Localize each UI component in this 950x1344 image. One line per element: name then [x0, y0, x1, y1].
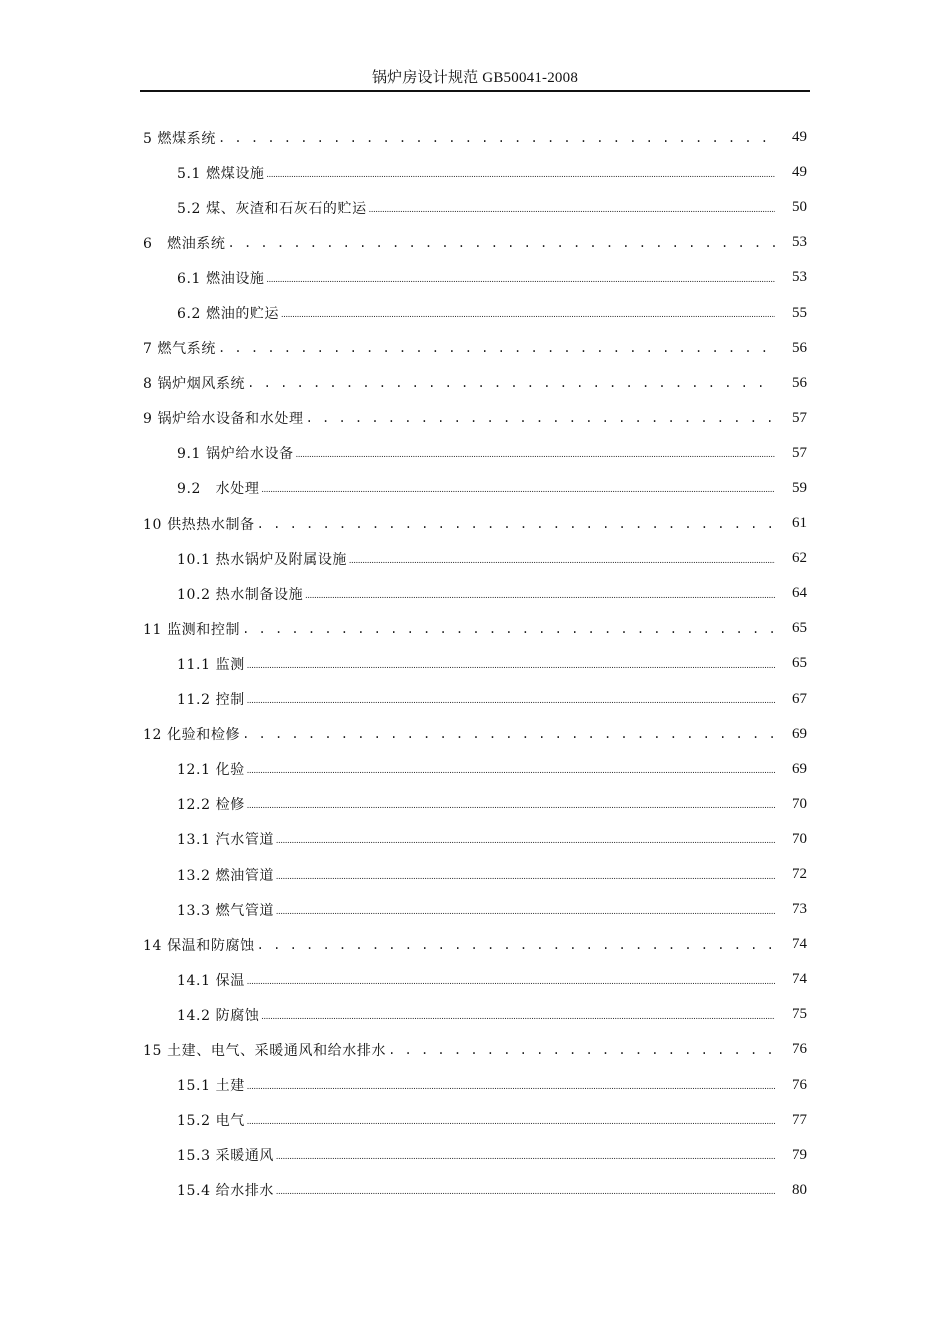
toc-dot-leader: [218, 130, 775, 146]
toc-dot-leader: [247, 656, 775, 672]
toc-section-entry[interactable]: [143, 295, 807, 330]
toc-entry-title: 5.1 燃煤设施: [177, 165, 265, 182]
toc-dot-leader: [276, 1182, 775, 1198]
toc-entry-title: 10.2 热水制备设施: [177, 586, 304, 603]
toc-entry-title: 12.2 检修: [177, 797, 245, 814]
toc-section-entry[interactable]: [143, 646, 807, 681]
toc-entry-title: 8 锅炉烟风系统: [143, 376, 246, 393]
toc-section-entry[interactable]: [143, 190, 807, 225]
toc-dot-leader: [276, 831, 775, 847]
toc-page-number: 64: [792, 585, 807, 602]
toc-entry-title: 14.1 保温: [177, 972, 245, 989]
toc-entry-title: 15.3 采暖通风: [177, 1148, 275, 1165]
toc-dot-leader: [261, 1007, 775, 1023]
toc-entry-title: 11 监测和控制: [143, 621, 241, 638]
toc-chapter-entry[interactable]: [143, 927, 807, 962]
toc-page-number: 50: [792, 199, 807, 216]
toc-entry-title: 15.2 电气: [177, 1113, 245, 1130]
toc-dot-leader: [305, 586, 775, 602]
toc-page-number: 59: [792, 479, 807, 496]
toc-section-entry[interactable]: [143, 997, 807, 1032]
toc-page-number: 65: [792, 620, 807, 637]
toc-entry-title: 6.2 燃油的贮运: [177, 306, 280, 323]
toc-section-entry[interactable]: [143, 857, 807, 892]
toc-entry-title: 9.2 水处理: [177, 481, 260, 498]
toc-page-number: 76: [792, 1076, 807, 1093]
toc-entry-title: 15.1 土建: [177, 1078, 245, 1095]
toc-page-number: 57: [792, 409, 807, 426]
toc-chapter-entry[interactable]: [143, 120, 807, 155]
toc-chapter-entry[interactable]: [143, 1032, 807, 1067]
toc-entry-title: 11.1 监测: [177, 656, 245, 673]
toc-entry-title: 13.3 燃气管道: [177, 902, 275, 919]
toc-page-number: 56: [792, 374, 807, 391]
toc-entry-title: 12 化验和检修: [143, 727, 241, 744]
toc-dot-leader: [242, 726, 775, 742]
toc-entry-title: 11.2 控制: [177, 692, 245, 709]
toc-dot-leader: [242, 621, 775, 637]
toc-page-number: 74: [792, 971, 807, 988]
toc-page-number: 72: [792, 866, 807, 883]
toc-entry-title: 15.4 给水排水: [177, 1183, 275, 1200]
toc-section-entry[interactable]: [143, 1173, 807, 1208]
toc-page-number: 70: [792, 830, 807, 847]
toc-section-entry[interactable]: [143, 1068, 807, 1103]
toc-page-number: 74: [792, 936, 807, 953]
toc-chapter-entry[interactable]: [143, 506, 807, 541]
toc-page-number: 76: [792, 1041, 807, 1058]
toc-page-number: 67: [792, 690, 807, 707]
toc-section-entry[interactable]: [143, 1138, 807, 1173]
toc-entry-title: 5 燃煤系统: [143, 130, 216, 147]
toc-section-entry[interactable]: [143, 822, 807, 857]
toc-chapter-entry[interactable]: [143, 331, 807, 366]
toc-page-number: 65: [792, 655, 807, 672]
toc-entry-title: 9 锅炉给水设备和水处理: [143, 411, 304, 428]
toc-dot-leader: [257, 937, 775, 953]
toc-page-number: 80: [792, 1181, 807, 1198]
toc-dot-leader: [247, 691, 775, 707]
toc-dot-leader: [281, 305, 775, 321]
toc-section-entry[interactable]: [143, 155, 807, 190]
toc-page-number: 55: [792, 304, 807, 321]
toc-section-entry[interactable]: [143, 436, 807, 471]
toc-page-number: 61: [792, 515, 807, 532]
toc-entry-title: 13.2 燃油管道: [177, 867, 275, 884]
toc-page-number: 75: [792, 1006, 807, 1023]
toc-page-number: 77: [792, 1111, 807, 1128]
toc-section-entry[interactable]: [143, 787, 807, 822]
header-divider: [140, 90, 810, 92]
toc-entry-title: 12.1 化验: [177, 762, 245, 779]
toc-entry-title: 13.1 汽水管道: [177, 832, 275, 849]
toc-dot-leader: [296, 445, 775, 461]
toc-page-number: 73: [792, 901, 807, 918]
toc-dot-leader: [257, 516, 775, 532]
toc-dot-leader: [247, 1112, 775, 1128]
toc-section-entry[interactable]: [143, 260, 807, 295]
toc-chapter-entry[interactable]: [143, 225, 807, 260]
toc-entry-title: 9.1 锅炉给水设备: [177, 446, 294, 463]
toc-entry-title: 6 燃油系统: [143, 235, 226, 252]
toc-dot-leader: [267, 165, 775, 181]
toc-page-number: 69: [792, 760, 807, 777]
page-header-title: 锅炉房设计规范 GB50041-2008: [371, 70, 579, 86]
toc-entry-title: 14.2 防腐蚀: [177, 1007, 260, 1024]
toc-dot-leader: [247, 761, 775, 777]
toc-dot-leader: [276, 1147, 775, 1163]
toc-page-number: 62: [792, 550, 807, 567]
toc-chapter-entry[interactable]: [143, 717, 807, 752]
toc-dot-leader: [306, 410, 775, 426]
toc-dot-leader: [388, 1042, 775, 1058]
toc-section-entry[interactable]: [143, 682, 807, 717]
toc-page-number: 49: [792, 129, 807, 146]
toc-dot-leader: [349, 551, 775, 567]
toc-chapter-entry[interactable]: [143, 401, 807, 436]
toc-entry-title: 14 保温和防腐蚀: [143, 937, 255, 954]
toc-entry-title: 5.2 煤、灰渣和石灰石的贮运: [177, 200, 367, 217]
toc-page-number: 53: [792, 269, 807, 286]
toc-dot-leader: [218, 340, 775, 356]
toc-section-entry[interactable]: [143, 1103, 807, 1138]
toc-page-number: 53: [792, 234, 807, 251]
toc-page-number: 69: [792, 725, 807, 742]
toc-dot-leader: [247, 796, 775, 812]
toc-chapter-entry[interactable]: [143, 366, 807, 401]
toc-section-entry[interactable]: [143, 471, 807, 506]
toc-entry-title: 7 燃气系统: [143, 341, 216, 358]
toc-chapter-entry[interactable]: [143, 611, 807, 646]
toc-dot-leader: [247, 1077, 775, 1093]
toc-entry-title: 10 供热热水制备: [143, 516, 255, 533]
toc-page-number: 79: [792, 1146, 807, 1163]
toc-section-entry[interactable]: [143, 962, 807, 997]
toc-section-entry[interactable]: [143, 892, 807, 927]
toc-section-entry[interactable]: [143, 541, 807, 576]
toc-dot-leader: [247, 375, 775, 391]
toc-entry-title: 15 土建、电气、采暖通风和给水排水: [143, 1042, 387, 1059]
toc-dot-leader: [267, 270, 775, 286]
toc-section-entry[interactable]: [143, 752, 807, 787]
toc-page-number: 70: [792, 795, 807, 812]
toc-entry-title: 6.1 燃油设施: [177, 270, 265, 287]
toc-dot-leader: [276, 902, 775, 918]
toc-page-number: 57: [792, 444, 807, 461]
table-of-contents: [143, 120, 807, 1208]
toc-dot-leader: [261, 480, 775, 496]
toc-page-number: 49: [792, 164, 807, 181]
toc-dot-leader: [369, 200, 775, 216]
toc-page-number: 56: [792, 339, 807, 356]
toc-dot-leader: [228, 235, 775, 251]
toc-entry-title: 10.1 热水锅炉及附属设施: [177, 551, 348, 568]
toc-dot-leader: [247, 972, 775, 988]
toc-section-entry[interactable]: [143, 576, 807, 611]
toc-dot-leader: [276, 867, 775, 883]
